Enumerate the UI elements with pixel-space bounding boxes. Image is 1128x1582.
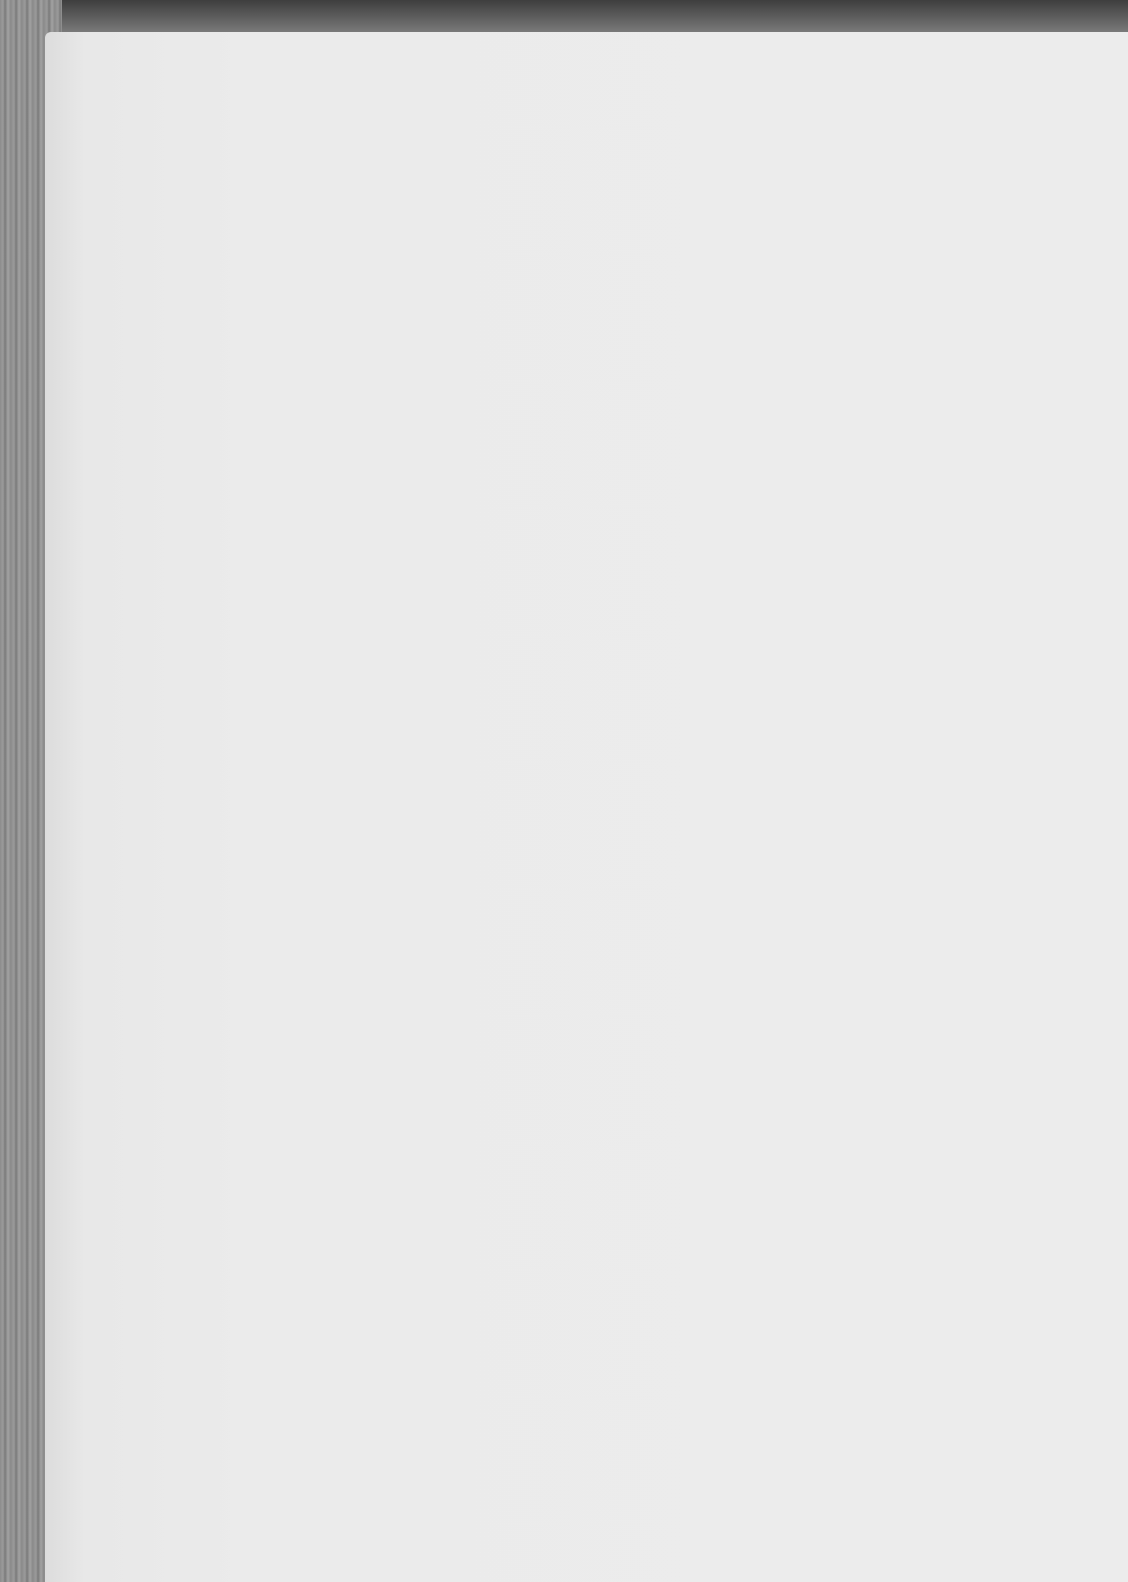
book-page — [45, 32, 1128, 1582]
